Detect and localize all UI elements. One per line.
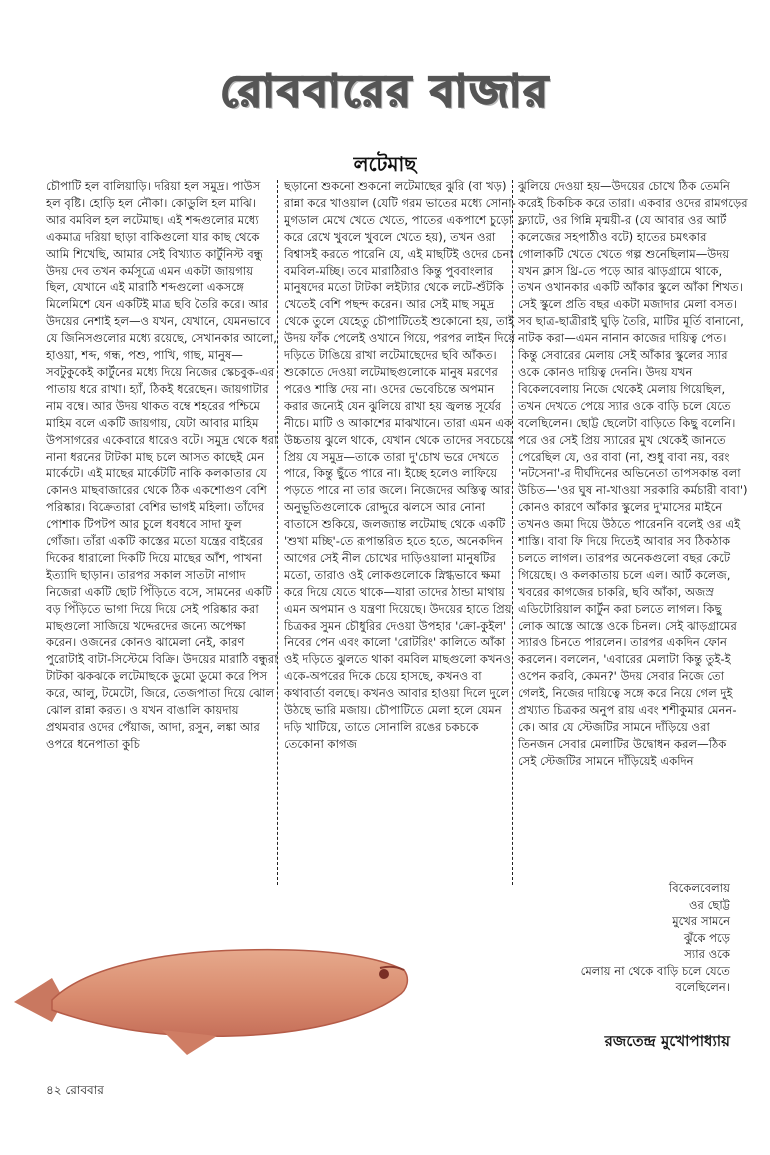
tail-line: মেলায় না থেকে বাড়ি চলে যেতে bbox=[580, 963, 730, 978]
article-column-1: চৌপাটি হল বালিয়াড়ি। দরিয়া হল সমুদ্র। পাউস হল বৃষ্টি। হোড়ি হল নৌকা। কোডুলি হল মাঝি। আর বমবিল হল লটেমাছ। এই শব্দগুলোর মধ্যে একমাত্র দরিয়া ছাড়া বাকিগুলো যার কাছ থেকে আমি শিখেছি, আমার সেই বিখ্যাত কার্টুনিস্ট বন্ধু উদয় দেব তখন কর্মসূত্রে এমন একটা জায়গায় ছিল, যেখানে এই মারাঠি শব্দগুলো একসঙ্গে মিলেমিশে যেন একটিই মাত্র ছবি তৈরি করে। আর উদয়ের নেশাই হল—ও যখন, যেখানে, যেমনভাবে যে জিনিসগুলোর মধ্যে রয়েছে, সেখানকার আলো, হাওয়া, শব্দ, গন্ধ, পশু, পাখি, গাছ, মানুষ—সবটুকুকেই কার্টুনের মধ্যে দিয়ে নিজের স্কেচবুক-এর পাতায় ধরে রাখা। হ্যাঁ, ঠিকই ধরেছেন। জায়গাটার নাম বম্বে। আর উদয় থাকত বম্বে শহরের পশ্চিমে মাহিম বলে একটি জায়গায়, যেটা আবার মাহিম উপসাগরের একেবারে ধারেও বটে। সমুদ্র থেকে ধরা নানা ধরনের টাটকা মাছ চলে আসত কাছেই মেন মার্কেটে। এই মাছের মার্কেটটি নাকি কলকাতার যে কোনও মাছবাজারের থেকে ঠিক একশোগুণ বেশি পরিষ্কার। বিক্রেতারা বেশির ভাগই মহিলা। তাঁদের পোশাক টিপটপ আর চুলে ধবধবে সাদা ফুল গোঁজা। তাঁরা একটি কাস্তের মতো যন্ত্রের বাইরের দিকের ধারালো দিকটি দিয়ে মাছের আঁশ, পাখনা ইত্যাদি ছাড়ান। তারপর সকাল সাতটা নাগাদ নিজেরা একটি ছোট পিঁড়িতে বসে, সামনের একটি বড় পিঁড়িতে ভাগা দিয়ে দিয়ে সেই পরিষ্কার করা মাছগুলো সাজিয়ে খদ্দেরদের জন্যে অপেক্ষা করেন। ওজনের কোনও ঝামেলা নেই, কারণ পুরোটাই বাটা-সিস্টেমে বিক্রি। উদয়ের মারাঠি বন্ধুরা টাটকা ঝকঝকে লটেমাছকে ডুমো ডুমো করে পিস করে, আলু, টমেটো, জিরে, তেজপাতা দিয়ে ঝোল ঝোল রান্না করত। ও যখন বাঙালি কায়দায় প্রথমবার ওদের পেঁয়াজ, আদা, রসুন, লঙ্কা আর ওপরে ধনেপাতা কুচি bbox=[46, 179, 278, 751]
tail-line: ঝুঁকে পড়ে bbox=[683, 930, 730, 945]
section-name: রোববার bbox=[65, 1083, 104, 1097]
tail-line: মুখের সামনে bbox=[672, 914, 730, 928]
article-title: লটেমাছ bbox=[353, 152, 417, 176]
article-column-3-tail bbox=[460, 880, 730, 996]
byline: রজতেন্দ্র মুখোপাধ্যায় bbox=[604, 1032, 730, 1050]
page-number: ৪২ bbox=[46, 1083, 62, 1097]
fish-illustration bbox=[12, 930, 412, 1060]
tail-line: স্যার ওকে bbox=[684, 947, 730, 961]
column-divider bbox=[512, 180, 513, 885]
article-column-2: ছড়ানো শুকনো শুকনো লটেমাছের ঝুরি (বা খড়) রান্না করে খাওয়াল (যেটি গরম ভাতের মধ্যে সোনা-মুগডাল মেখে খেতে খেতে, পাতের একপাশে চুড়ো করে রেখে খুবলে খুবলে খেতে হয়), তখন ওরা বিশ্বাসই করতে পারেনি যে, এই মাছটিই ওদের চেনা বমবিল-মচ্ছি। তবে মারাঠিরাও কিন্তু পুববাংলার মানুষদের মতো টাটকা লইট্যার থেকে লটে-শুঁটকি খেতেই বেশি পছন্দ করেন। আর সেই মাছ সমুদ্র থেকে তুলে যেহেতু চৌপাটিতেই শুকোনো হয়, তাই উদয় ফাঁক পেলেই ওখানে গিয়ে, পরপর লাইন দিয়ে দড়িতে টাঙিয়ে রাখা লটেমাছেদের ছবি আঁকত। শুকোতে দেওয়া লটেমাছগুলোকে মানুষ মরণের পরেও শাস্তি দেয় না। ওদের ভেবেচিন্তে অপমান করার জন্যেই যেন ঝুলিয়ে রাখা হয় জ্বলন্ত সূর্যের নীচে। মাটি ও আকাশের মাঝখানে। তারা এমন এক উচ্চতায় ঝুলে থাকে, যেখান থেকে তাদের সবচেয়ে প্রিয় যে সমুদ্র—তাকে তারা দু'চোখ ভরে দেখতে পারে, কিন্তু ছুঁতে পারে না। ইচ্ছে হলেও লাফিয়ে পড়তে পারে না তার জলে। নিজেদের অস্তিত্ব আর অনুভূতিগুলোকে রোদ্দুরে ঝলসে আর নোনা বাতাসে শুকিয়ে, জলজ্যান্ত লটেমাছ থেকে একটি 'শুখা মচ্ছি'-তে রূপান্তরিত হতে হতে, অনেকদিন আগের সেই নীল চোখের দাড়িওয়ালা মানুষটির মতো, তারাও ওই লোকগুলোকে স্নিগ্ধভাবে ক্ষমা করে দিয়ে যেতে থাকে—যারা তাদের ঠান্ডা মাথায় এমন অপমান ও যন্ত্রণা দিয়েছে। উদয়ের হাতে প্রিয় চিত্রকর সুমন চৌধুরির দেওয়া উপহার 'ক্রো-কুইল' নিবের পেন এবং কালো 'রোটরিং' কালিতে আঁকা ওই দড়িতে ঝুলতে থাকা বমবিল মাছগুলো কখনও একে-অপরের দিকে চেয়ে হাসছে, কখনও বা কথাবার্তা বলছে। কখনও আবার হাওয়া দিলে দুলে উঠছে ভারি মজায়। চৌপাটিতে মেলা হলে যেমন দড়ি খাটিয়ে, তাতে সোনালি রঙের চকচকে তেকোনা কাগজ bbox=[284, 179, 516, 751]
page-footer bbox=[46, 1082, 104, 1102]
article-column-3: ঝুলিয়ে দেওয়া হয়—উদয়ের চোখে ঠিক তেমনি করেই চিকচিক করে তারা। একবার ওদের রামগড়ের ফ্ল্যাটে, ওর গিন্নি মৃন্ময়ী-র (যে আবার ওর আর্ট কলেজের সহপাঠীও বটে) হাতের চমৎকার গোলাকটি খেতে খেতে গল্প শুনেছিলাম—উদয় যখন ক্লাস থ্রি-তে পড়ে আর ঝাড়গ্রামে থাকে, তখন ওখানকার একটি আঁকার স্কুলে আঁকা শিখত। সেই স্কুলে প্রতি বছর একটা মজাদার মেলা বসত। সব ছাত্র-ছাত্রীরাই ঘুড়ি তৈরি, মাটির মূর্তি বানানো, নাটক করা—এমন নানান কাজের দায়িত্ব পেত। কিন্তু সেবারের মেলায় সেই আঁকার স্কুলের স্যার ওকে কোনও দায়িত্ব দেননি। উদয় যখন বিকেলবেলায় নিজে থেকেই মেলায় গিয়েছিল, তখন দেখতে পেয়ে স্যার ওকে বাড়ি চলে যেতে বলেছিলেন। ছোট্ট ছেলেটা বাড়িতে কিছু বলেনি। পরে ওর সেই প্রিয় স্যারের মুখ থেকেই জানতে পেরেছিল যে, ওর বাবা (না, শুধু বাবা নয়, বরং 'নটসেনা'-র দীর্ঘদিনের অভিনেতা তাপসকান্ত বলা উচিত—'ওর ঘুষ না-খাওয়া সরকারি কর্মচারী বাবা') কোনও কারণে আঁকার স্কুলের দু'মাসের মাইনে তখনও জমা দিয়ে উঠতে পারেননি বলেই ওর এই শাস্তি। বাবা ফি দিয়ে দিতেই আবার সব ঠিকঠাক চলতে লাগল। তারপর অনেকগুলো বছর কেটে গিয়েছে। ও কলকাতায় চলে এল। আর্ট কলেজ, খবরের কাগজের চাকরি, ছবি আঁকা, অজস্র এডিটোরিয়াল কার্টুন করা চলতে লাগল। কিছু লোক আস্তে আস্তে ওকে চিনল। সেই ঝাড়গ্রামের স্যারও চিনতে পারলেন। তারপর একদিন ফোন করলেন। বললেন, 'এবারের মেলাটা কিন্তু তুই-ই ওপেন করবি, কেমন?' উদয় সেবার নিজে তো গেলই, নিজের দায়িত্বে সঙ্গে করে নিয়ে গেল দুই প্রখ্যাত চিত্রকর অনুপ রায় এবং শশীকুমার মেনন-কে। আর যে স্টেজটির সামনে দাঁড়িয়ে ওরা তিনজন সেবার মেলাটির উদ্বোধন করল—ঠিক সেই স্টেজটির সামনে দাঁড়িয়েই একদিন bbox=[518, 179, 748, 768]
fish-body bbox=[52, 950, 407, 1037]
tail-line: বিকেলবেলায় bbox=[668, 881, 730, 895]
column-divider bbox=[277, 180, 278, 885]
tail-line: বলেছিলেন। bbox=[675, 980, 730, 994]
masthead-logo: রোববারের বাজার bbox=[220, 66, 550, 117]
fish-eye bbox=[379, 969, 389, 979]
tail-line: ওর ছোট্ট bbox=[689, 897, 730, 912]
